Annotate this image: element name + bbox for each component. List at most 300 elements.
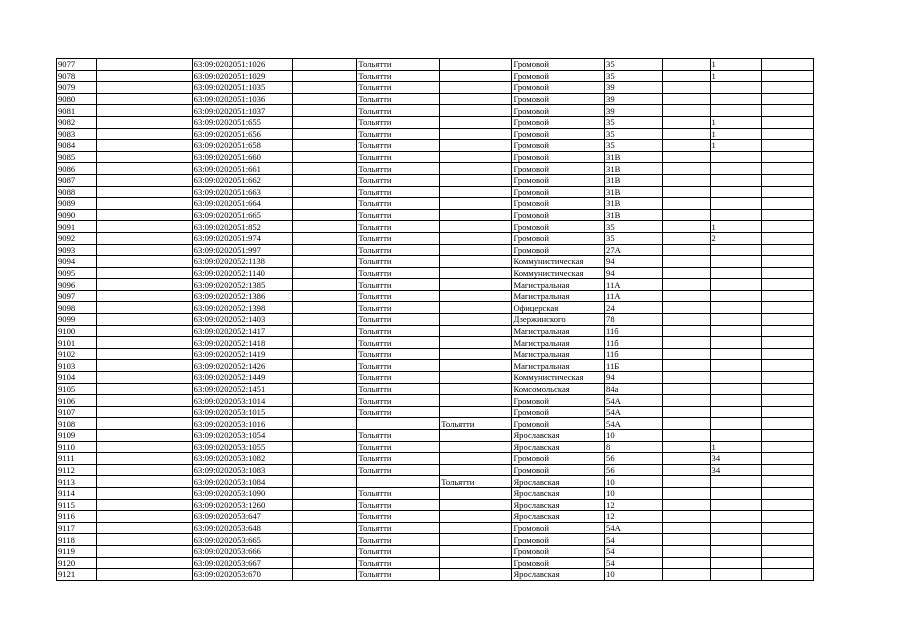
cell-empty <box>663 534 710 546</box>
cell-street: Громовой <box>512 151 605 163</box>
cell-number <box>710 476 762 488</box>
cell-street: Громовой <box>512 453 605 465</box>
cell-number <box>710 569 762 581</box>
cell-empty <box>762 337 814 349</box>
cell-city-alt <box>440 569 512 581</box>
cell-house: 54А <box>605 406 663 418</box>
cell-number <box>710 499 762 511</box>
cell-empty <box>762 186 814 198</box>
cell-city-alt <box>440 453 512 465</box>
cell-cadastral-number: 63:09:0202051:852 <box>192 221 292 233</box>
cell-city: Тольятти <box>357 256 440 268</box>
cell-city: Тольятти <box>357 522 440 534</box>
cell-number <box>710 163 762 175</box>
cell-cadastral-number: 63:09:0202053:667 <box>192 557 292 569</box>
cell-row-number: 9099 <box>57 314 97 326</box>
cell-house: 12 <box>605 499 663 511</box>
cell-row-number: 9087 <box>57 174 97 186</box>
cell-empty <box>762 348 814 360</box>
cell-row-number: 9109 <box>57 430 97 442</box>
cell-empty <box>96 383 192 395</box>
cell-empty <box>96 105 192 117</box>
cell-street: Громовой <box>512 418 605 430</box>
cell-empty <box>762 372 814 384</box>
cell-empty <box>292 372 357 384</box>
cell-empty <box>292 290 357 302</box>
cell-city-alt <box>440 256 512 268</box>
cell-row-number: 9083 <box>57 128 97 140</box>
cell-house: 31В <box>605 198 663 210</box>
cell-row-number: 9107 <box>57 406 97 418</box>
cell-number: 1 <box>710 59 762 71</box>
cell-empty <box>96 487 192 499</box>
cell-empty <box>96 221 192 233</box>
cell-row-number: 9088 <box>57 186 97 198</box>
table-row <box>57 511 814 523</box>
cell-empty <box>292 569 357 581</box>
cell-empty <box>96 441 192 453</box>
cell-city-alt <box>440 244 512 256</box>
cell-row-number: 9098 <box>57 302 97 314</box>
table-row <box>57 186 814 198</box>
cell-street: Громовой <box>512 534 605 546</box>
cell-empty <box>292 499 357 511</box>
cell-house: 11б <box>605 348 663 360</box>
cell-city: Тольятти <box>357 302 440 314</box>
cell-empty <box>96 256 192 268</box>
cell-empty <box>762 569 814 581</box>
cell-cadastral-number: 63:09:0202053:1016 <box>192 418 292 430</box>
cell-city-alt <box>440 372 512 384</box>
cell-city: Тольятти <box>357 198 440 210</box>
cell-row-number: 9106 <box>57 395 97 407</box>
cell-number <box>710 290 762 302</box>
cell-city <box>357 476 440 488</box>
cell-empty <box>96 174 192 186</box>
cell-empty <box>292 256 357 268</box>
cell-number: 2 <box>710 232 762 244</box>
cell-empty <box>762 453 814 465</box>
cell-empty <box>663 557 710 569</box>
table-row <box>57 267 814 279</box>
cell-empty <box>663 116 710 128</box>
cell-house: 10 <box>605 487 663 499</box>
cell-house: 31В <box>605 163 663 175</box>
cell-row-number: 9108 <box>57 418 97 430</box>
cell-cadastral-number: 63:09:0202052:1449 <box>192 372 292 384</box>
cell-street: Ярославская <box>512 476 605 488</box>
cell-city-alt <box>440 174 512 186</box>
cell-city: Тольятти <box>357 314 440 326</box>
cell-empty <box>663 441 710 453</box>
cell-city: Тольятти <box>357 93 440 105</box>
cell-house: 35 <box>605 116 663 128</box>
cell-cadastral-number: 63:09:0202052:1403 <box>192 314 292 326</box>
cell-city-alt <box>440 105 512 117</box>
table-row <box>57 372 814 384</box>
cell-street: Громовой <box>512 163 605 175</box>
cell-empty <box>663 453 710 465</box>
cell-row-number: 9078 <box>57 70 97 82</box>
table-row <box>57 476 814 488</box>
table-row <box>57 82 814 94</box>
cell-empty <box>663 337 710 349</box>
cell-empty <box>96 511 192 523</box>
cell-city-alt <box>440 290 512 302</box>
cell-cadastral-number: 63:09:0202052:1417 <box>192 325 292 337</box>
cell-city: Тольятти <box>357 383 440 395</box>
cell-number: 1 <box>710 116 762 128</box>
cell-cadastral-number: 63:09:0202053:647 <box>192 511 292 523</box>
cell-empty <box>292 511 357 523</box>
cell-empty <box>762 395 814 407</box>
cell-city-alt <box>440 186 512 198</box>
cell-number <box>710 545 762 557</box>
cell-empty <box>96 140 192 152</box>
cell-house: 54 <box>605 557 663 569</box>
cell-city: Тольятти <box>357 534 440 546</box>
table-row <box>57 348 814 360</box>
table-row <box>57 140 814 152</box>
cell-cadastral-number: 63:09:0202053:1014 <box>192 395 292 407</box>
cell-city: Тольятти <box>357 360 440 372</box>
cell-empty <box>663 487 710 499</box>
cell-empty <box>762 209 814 221</box>
cell-number <box>710 430 762 442</box>
cell-row-number: 9117 <box>57 522 97 534</box>
cell-house: 35 <box>605 128 663 140</box>
cell-empty <box>663 372 710 384</box>
cell-number <box>710 209 762 221</box>
cell-row-number: 9095 <box>57 267 97 279</box>
cell-cadastral-number: 63:09:0202053:1083 <box>192 464 292 476</box>
cell-empty <box>292 82 357 94</box>
cell-number <box>710 314 762 326</box>
cell-empty <box>663 128 710 140</box>
cell-number <box>710 337 762 349</box>
cell-empty <box>96 534 192 546</box>
cell-empty <box>663 360 710 372</box>
cell-city-alt <box>440 70 512 82</box>
cell-cadastral-number: 63:09:0202051:1029 <box>192 70 292 82</box>
cell-city-alt <box>440 279 512 291</box>
cell-city-alt <box>440 163 512 175</box>
cell-street: Громовой <box>512 93 605 105</box>
cell-empty <box>292 441 357 453</box>
cell-house: 11б <box>605 337 663 349</box>
cell-street: Ярославская <box>512 441 605 453</box>
cell-empty <box>292 522 357 534</box>
cell-street: Магистральная <box>512 279 605 291</box>
cell-empty <box>663 70 710 82</box>
cell-city-alt <box>440 128 512 140</box>
cell-city-alt <box>440 441 512 453</box>
cell-cadastral-number: 63:09:0202051:662 <box>192 174 292 186</box>
cell-house: 39 <box>605 93 663 105</box>
cell-city: Тольятти <box>357 209 440 221</box>
cell-cadastral-number: 63:09:0202051:1036 <box>192 93 292 105</box>
cell-row-number: 9081 <box>57 105 97 117</box>
cell-street: Магистральная <box>512 337 605 349</box>
cell-city: Тольятти <box>357 163 440 175</box>
cell-empty <box>663 569 710 581</box>
cell-cadastral-number: 63:09:0202052:1140 <box>192 267 292 279</box>
cell-cadastral-number: 63:09:0202051:1035 <box>192 82 292 94</box>
cell-city <box>357 418 440 430</box>
cell-empty <box>762 290 814 302</box>
cell-number <box>710 93 762 105</box>
cell-empty <box>762 476 814 488</box>
cell-empty <box>292 59 357 71</box>
cell-city: Тольятти <box>357 430 440 442</box>
cell-empty <box>663 476 710 488</box>
table-row <box>57 116 814 128</box>
cell-row-number: 9118 <box>57 534 97 546</box>
cell-empty <box>762 267 814 279</box>
cell-empty <box>762 383 814 395</box>
cell-cadastral-number: 63:09:0202053:1082 <box>192 453 292 465</box>
cell-city: Тольятти <box>357 511 440 523</box>
cell-empty <box>762 557 814 569</box>
cell-row-number: 9114 <box>57 487 97 499</box>
cell-street: Громовой <box>512 557 605 569</box>
cell-city: Тольятти <box>357 487 440 499</box>
cell-street: Дзержинского <box>512 314 605 326</box>
cell-empty <box>292 453 357 465</box>
cell-city-alt <box>440 348 512 360</box>
cell-street: Ярославская <box>512 499 605 511</box>
cell-cadastral-number: 63:09:0202053:1260 <box>192 499 292 511</box>
cell-empty <box>762 198 814 210</box>
cell-empty <box>762 499 814 511</box>
cell-empty <box>96 279 192 291</box>
cell-house: 39 <box>605 105 663 117</box>
table-row <box>57 59 814 71</box>
cell-empty <box>292 93 357 105</box>
table-row <box>57 487 814 499</box>
cell-empty <box>663 256 710 268</box>
table-row <box>57 395 814 407</box>
cell-empty <box>96 163 192 175</box>
cell-empty <box>663 325 710 337</box>
cell-city-alt <box>440 360 512 372</box>
cell-city-alt <box>440 198 512 210</box>
cell-street: Громовой <box>512 116 605 128</box>
cell-house: 31В <box>605 209 663 221</box>
cell-empty <box>762 441 814 453</box>
cell-empty <box>663 105 710 117</box>
cell-street: Громовой <box>512 70 605 82</box>
cell-number: 1 <box>710 140 762 152</box>
cell-street: Громовой <box>512 209 605 221</box>
table-row <box>57 105 814 117</box>
cell-empty <box>663 221 710 233</box>
cell-empty <box>663 499 710 511</box>
cell-cadastral-number: 63:09:0202053:1090 <box>192 487 292 499</box>
cell-row-number: 9091 <box>57 221 97 233</box>
cell-empty <box>663 406 710 418</box>
cell-empty <box>292 325 357 337</box>
cell-house: 94 <box>605 372 663 384</box>
cell-empty <box>292 140 357 152</box>
table-row <box>57 499 814 511</box>
cell-house: 10 <box>605 476 663 488</box>
cell-row-number: 9077 <box>57 59 97 71</box>
cell-city-alt <box>440 267 512 279</box>
cell-empty <box>663 464 710 476</box>
cell-house: 35 <box>605 232 663 244</box>
cell-city-alt <box>440 464 512 476</box>
table-row <box>57 70 814 82</box>
cell-city-alt: Тольятти <box>440 476 512 488</box>
table-row <box>57 325 814 337</box>
cell-empty <box>292 487 357 499</box>
cell-house: 35 <box>605 70 663 82</box>
cell-empty <box>292 116 357 128</box>
cell-city-alt <box>440 383 512 395</box>
cell-city-alt <box>440 151 512 163</box>
table-row <box>57 209 814 221</box>
cell-empty <box>663 59 710 71</box>
cell-street: Громовой <box>512 174 605 186</box>
cell-city: Тольятти <box>357 453 440 465</box>
cell-city-alt <box>440 314 512 326</box>
cell-city: Тольятти <box>357 105 440 117</box>
cell-cadastral-number: 63:09:0202051:661 <box>192 163 292 175</box>
cell-empty <box>663 163 710 175</box>
cell-city-alt <box>440 302 512 314</box>
cell-empty <box>292 70 357 82</box>
cell-number <box>710 105 762 117</box>
cell-empty <box>292 186 357 198</box>
cell-empty <box>762 105 814 117</box>
table-row <box>57 569 814 581</box>
cell-empty <box>762 406 814 418</box>
cell-empty <box>762 522 814 534</box>
cell-city-alt <box>440 221 512 233</box>
cell-row-number: 9094 <box>57 256 97 268</box>
cell-city: Тольятти <box>357 337 440 349</box>
table-row <box>57 522 814 534</box>
cell-cadastral-number: 63:09:0202052:1426 <box>192 360 292 372</box>
cell-number <box>710 174 762 186</box>
cell-row-number: 9096 <box>57 279 97 291</box>
cell-city: Тольятти <box>357 232 440 244</box>
cell-empty <box>292 174 357 186</box>
cell-house: 10 <box>605 430 663 442</box>
cell-house: 94 <box>605 267 663 279</box>
cell-city-alt <box>440 116 512 128</box>
cell-empty <box>96 325 192 337</box>
cell-number: 1 <box>710 70 762 82</box>
cell-empty <box>292 464 357 476</box>
cell-city-alt <box>440 534 512 546</box>
cell-city-alt <box>440 59 512 71</box>
cell-row-number: 9079 <box>57 82 97 94</box>
cell-empty <box>292 163 357 175</box>
cell-cadastral-number: 63:09:0202053:1084 <box>192 476 292 488</box>
cell-empty <box>96 545 192 557</box>
cell-cadastral-number: 63:09:0202053:666 <box>192 545 292 557</box>
cell-house: 11Б <box>605 360 663 372</box>
cell-house: 35 <box>605 140 663 152</box>
cell-house: 39 <box>605 82 663 94</box>
cell-row-number: 9119 <box>57 545 97 557</box>
table-row <box>57 383 814 395</box>
cell-empty <box>762 430 814 442</box>
cell-row-number: 9102 <box>57 348 97 360</box>
cell-empty <box>663 82 710 94</box>
cell-cadastral-number: 63:09:0202051:997 <box>192 244 292 256</box>
cell-empty <box>663 395 710 407</box>
cell-house: 35 <box>605 59 663 71</box>
cell-number <box>710 406 762 418</box>
cell-row-number: 9089 <box>57 198 97 210</box>
cell-house: 94 <box>605 256 663 268</box>
cell-row-number: 9112 <box>57 464 97 476</box>
table-row <box>57 360 814 372</box>
cell-row-number: 9085 <box>57 151 97 163</box>
table-row <box>57 441 814 453</box>
table-row <box>57 290 814 302</box>
cell-city-alt <box>440 140 512 152</box>
cell-number: 1 <box>710 441 762 453</box>
cell-empty <box>762 163 814 175</box>
cell-empty <box>762 325 814 337</box>
cell-house: 10 <box>605 569 663 581</box>
cell-street: Громовой <box>512 522 605 534</box>
cell-empty <box>762 82 814 94</box>
cell-number <box>710 372 762 384</box>
data-table <box>56 58 814 581</box>
cell-empty <box>96 209 192 221</box>
table-row <box>57 406 814 418</box>
cell-city: Тольятти <box>357 545 440 557</box>
cell-city-alt <box>440 325 512 337</box>
cell-row-number: 9115 <box>57 499 97 511</box>
cell-cadastral-number: 63:09:0202052:1385 <box>192 279 292 291</box>
cell-empty <box>96 93 192 105</box>
cell-city-alt <box>440 545 512 557</box>
cell-number: 34 <box>710 453 762 465</box>
cell-empty <box>292 314 357 326</box>
cell-house: 31В <box>605 186 663 198</box>
cell-empty <box>762 534 814 546</box>
cell-empty <box>96 372 192 384</box>
cell-empty <box>96 453 192 465</box>
table-row <box>57 93 814 105</box>
cell-empty <box>762 128 814 140</box>
cell-cadastral-number: 63:09:0202053:665 <box>192 534 292 546</box>
cell-city-alt <box>440 511 512 523</box>
cell-street: Громовой <box>512 406 605 418</box>
cell-empty <box>292 279 357 291</box>
cell-number <box>710 302 762 314</box>
cell-empty <box>292 232 357 244</box>
cell-house: 35 <box>605 221 663 233</box>
cell-row-number: 9082 <box>57 116 97 128</box>
cell-number <box>710 534 762 546</box>
cell-city: Тольятти <box>357 348 440 360</box>
cell-row-number: 9111 <box>57 453 97 465</box>
cell-row-number: 9084 <box>57 140 97 152</box>
cell-row-number: 9105 <box>57 383 97 395</box>
cell-empty <box>96 430 192 442</box>
cell-number <box>710 279 762 291</box>
table-row <box>57 163 814 175</box>
cell-empty <box>96 151 192 163</box>
cell-row-number: 9090 <box>57 209 97 221</box>
